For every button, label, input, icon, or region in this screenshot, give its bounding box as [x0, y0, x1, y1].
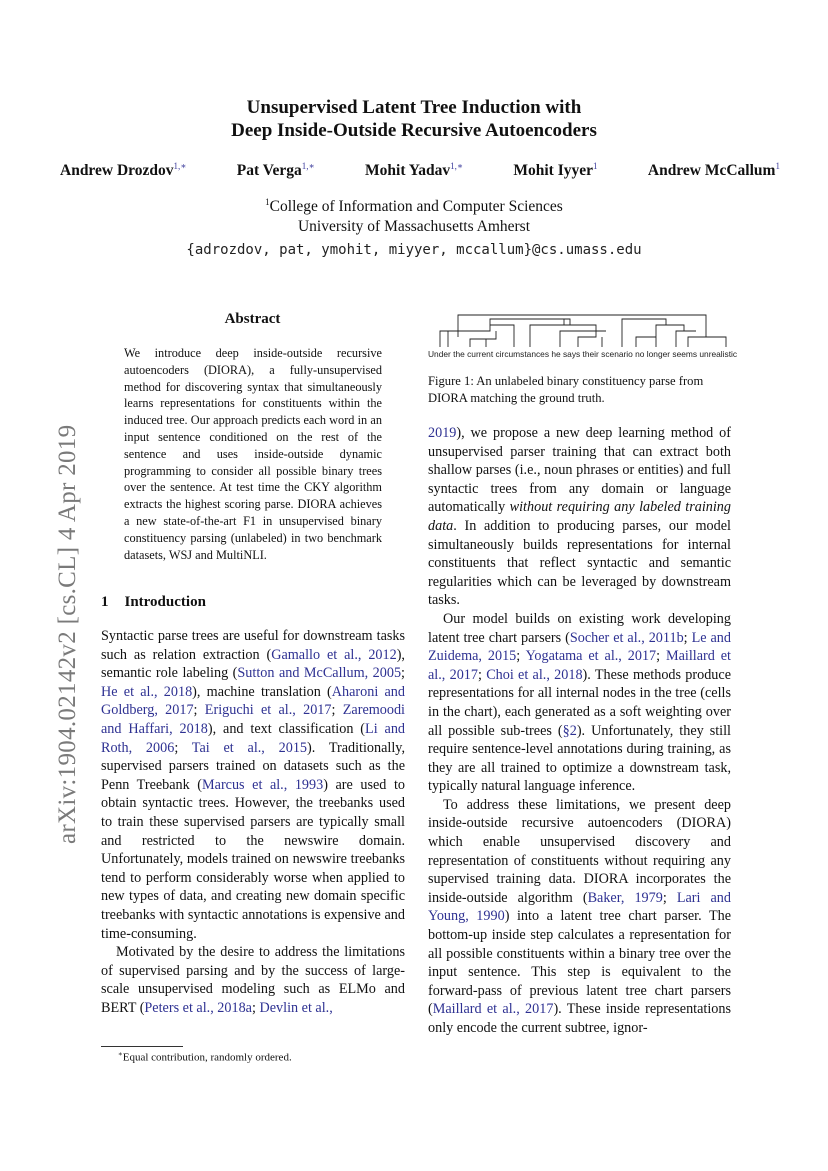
citation-link[interactable]: Maillard et al., 2017: [432, 1001, 554, 1018]
abstract-heading: Abstract: [224, 311, 281, 327]
footnote-rule: [101, 1046, 183, 1047]
citation-link[interactable]: Devlin et al.,: [259, 999, 333, 1016]
body-text: ;: [662, 889, 677, 906]
body-text: ), semantic role labeling (: [101, 646, 405, 682]
parse-tree-diagram: [426, 305, 734, 349]
arxiv-stamp: [18, 378, 81, 844]
body-text: ). Unfortunately, they still require sentence-level annotations during training, as they are all trained to optimize a downstream task, typically natural language inference.: [428, 722, 731, 795]
abstract-body: We introduce deep inside-outside recursive autoencoders (DIORA), a fully-unsupervised method for discovering syntax that simultaneously learns representations for constituents within the induced tree. Our approach predicts each word in an input sentence conditioned on the rest of the sentence and uses inside-outside dynamic programming to consider all possible binary trees over the sentence. At test time the CKY algorithm extracts the highest scoring parse. DIORA achieves a new state-of-the-art F1 in unsupervised binary constituency parsing (unlabeled) in two benchmark datasets, WSJ and MultiNLI.: [124, 346, 382, 562]
author-list: [60, 161, 780, 180]
arxiv-stamp-text: arXiv:1904.02142v2 [cs.CL] 4 Apr 2019: [54, 424, 81, 844]
citation-link[interactable]: §2: [562, 722, 577, 739]
body-text: ), and text classification (: [207, 720, 366, 737]
right-column-body: [428, 424, 731, 1038]
body-text: ) are used to obtain syntactic trees. However, the treebanks used to train these supervised parsers are typically small and restricted to the newswire domain. Unfortunately, models trained on newswire treebanks tend to perform considerably worse when applied to new types of data, and creating new domain specific treebanks with syntactic annotations is expensive and time-consuming.: [101, 776, 405, 942]
body-text: ). Traditionally, supervised parsers trained on datasets such as the Penn Treebank (: [101, 739, 406, 793]
body-text: . In addition to producing parses, our model simultaneously builds representations for internal constituents that reflect syntactic and semantic regularities which can be leveraged by downstream tasks.: [428, 517, 731, 609]
citation-link[interactable]: Li and Roth, 2006: [101, 720, 406, 756]
affiliation-line-1: College of Information and Computer Sciences: [269, 198, 563, 216]
right-paragraph-3: [428, 796, 731, 1038]
intro-paragraph-2: [101, 943, 405, 1017]
body-text: ), machine translation (: [192, 683, 332, 700]
citation-link[interactable]: Zaremoodi and Haffari, 2018: [101, 702, 405, 737]
body-text: To address these limitations, we present deep inside-outside recursive autoencoders (DIORA) which enable unsupervised discovery and representation of constituents without requiring any supervised training data. DIORA incorporates the inside-outside algorithm (: [428, 796, 731, 906]
author: Mohit Yadav$^{1,∗}$: [365, 161, 464, 180]
body-text: ;: [401, 665, 405, 682]
title-line-1: Unsupervised Latent Tree Induction with: [246, 97, 582, 118]
footnote-mark: ∗: [118, 1050, 123, 1058]
author: Pat Verga$^{1,∗}$: [236, 161, 315, 180]
paper-title: [0, 96, 828, 142]
citation-link[interactable]: 2019: [428, 425, 457, 441]
citation-link[interactable]: Lari and Young, 1990: [428, 889, 731, 925]
body-text: ). These inside representations only encode the current subtree, ignor-: [428, 1001, 731, 1036]
affiliation-line-2: University of Massachusetts Amherst: [297, 218, 531, 236]
citation-link[interactable]: Baker, 1979: [587, 889, 663, 906]
footnote: [118, 1050, 292, 1064]
body-text: ;: [193, 702, 205, 719]
footnote-text: Equal contribution, randomly ordered.: [122, 1051, 292, 1064]
body-text: ;: [174, 739, 192, 756]
author: Andrew McCallum$^1$: [647, 161, 780, 180]
citation-link[interactable]: Marcus et al., 1993: [202, 776, 324, 793]
figure-1-sentence: Under the current circumstances he says their scenario no longer seems unrealistic: [428, 349, 738, 359]
right-paragraph-2: [428, 610, 731, 796]
citation-link[interactable]: He et al., 2018: [101, 683, 193, 700]
figure-1-caption: Figure 1: An unlabeled binary constituency parse from DIORA matching the ground truth.: [428, 374, 704, 405]
citation-link[interactable]: Aharoni and Goldberg, 2017: [101, 683, 405, 719]
body-text: Our model builds on existing work developing latent tree chart parsers (: [428, 610, 731, 646]
body-text: ;: [251, 999, 260, 1016]
author: Andrew Drozdov$^{1,∗}$: [60, 161, 187, 180]
emphasis-text: without requiring any labeled training data: [428, 499, 731, 534]
affiliation-mark: 1: [265, 197, 270, 207]
body-text: ) into a latent tree chart parser. The bottom-up inside step calculates a representation for all possible constituents within a binary tree over the input sentence. This step is equivalent to the forward-pass of previous latent tree chart parsers (: [428, 908, 731, 1018]
title-line-2: Deep Inside-Outside Recursive Autoencoders: [231, 120, 597, 141]
author: Mohit Iyyer$^1$: [513, 161, 598, 180]
body-text: Motivated by the desire to address the limitations of supervised parsing and by the success of large-scale unsupervised modeling such as ELMo and BERT (: [101, 944, 405, 1016]
body-text: Syntactic parse trees are useful for downstream tasks such as relation extraction (: [101, 628, 405, 663]
left-column-body: [101, 627, 405, 1017]
body-text: ;: [477, 666, 487, 683]
author-emails: {adrozdov, pat, ymohit, miyyer, mccallum}@cs.umass.edu: [186, 242, 642, 258]
section-title: Introduction: [124, 594, 206, 610]
citation-link[interactable]: Yogatama et al., 2017: [525, 648, 657, 665]
citation-link[interactable]: Gamallo et al., 2012: [271, 646, 397, 663]
section-number: 1: [101, 594, 109, 610]
section-heading-introduction: [101, 594, 206, 611]
affiliation: [0, 192, 828, 237]
body-text: ), we propose a new deep learning method of unsupervised parser training that can extract both shallow parses (i.e., noun phrases or entities) and full syntactic trees from any domain or language automatically: [428, 425, 731, 516]
citation-link[interactable]: Eriguchi et al., 2017: [204, 702, 332, 719]
right-paragraph-1: [428, 424, 731, 610]
citation-link[interactable]: Socher et al., 2011b: [569, 629, 684, 646]
citation-link[interactable]: Sutton and McCallum, 2005: [237, 665, 402, 682]
body-text: ;: [331, 702, 343, 719]
citation-link[interactable]: Choi et al., 2018: [486, 666, 583, 683]
body-text: ;: [516, 648, 526, 665]
intro-paragraph-1: [101, 627, 405, 943]
body-text: ;: [683, 629, 692, 646]
citation-link[interactable]: Maillard et al., 2017: [428, 648, 731, 683]
citation-link[interactable]: Peters et al., 2018a: [144, 999, 252, 1016]
body-text: ;: [656, 648, 666, 665]
citation-link[interactable]: Le and Zuidema, 2015: [428, 629, 731, 665]
citation-link[interactable]: Tai et al., 2015: [191, 739, 308, 756]
body-text: ). These methods produce representations for all internal nodes in the tree (cells in the chart), each generated as a soft weighting over all possible sub-trees (: [428, 666, 731, 739]
